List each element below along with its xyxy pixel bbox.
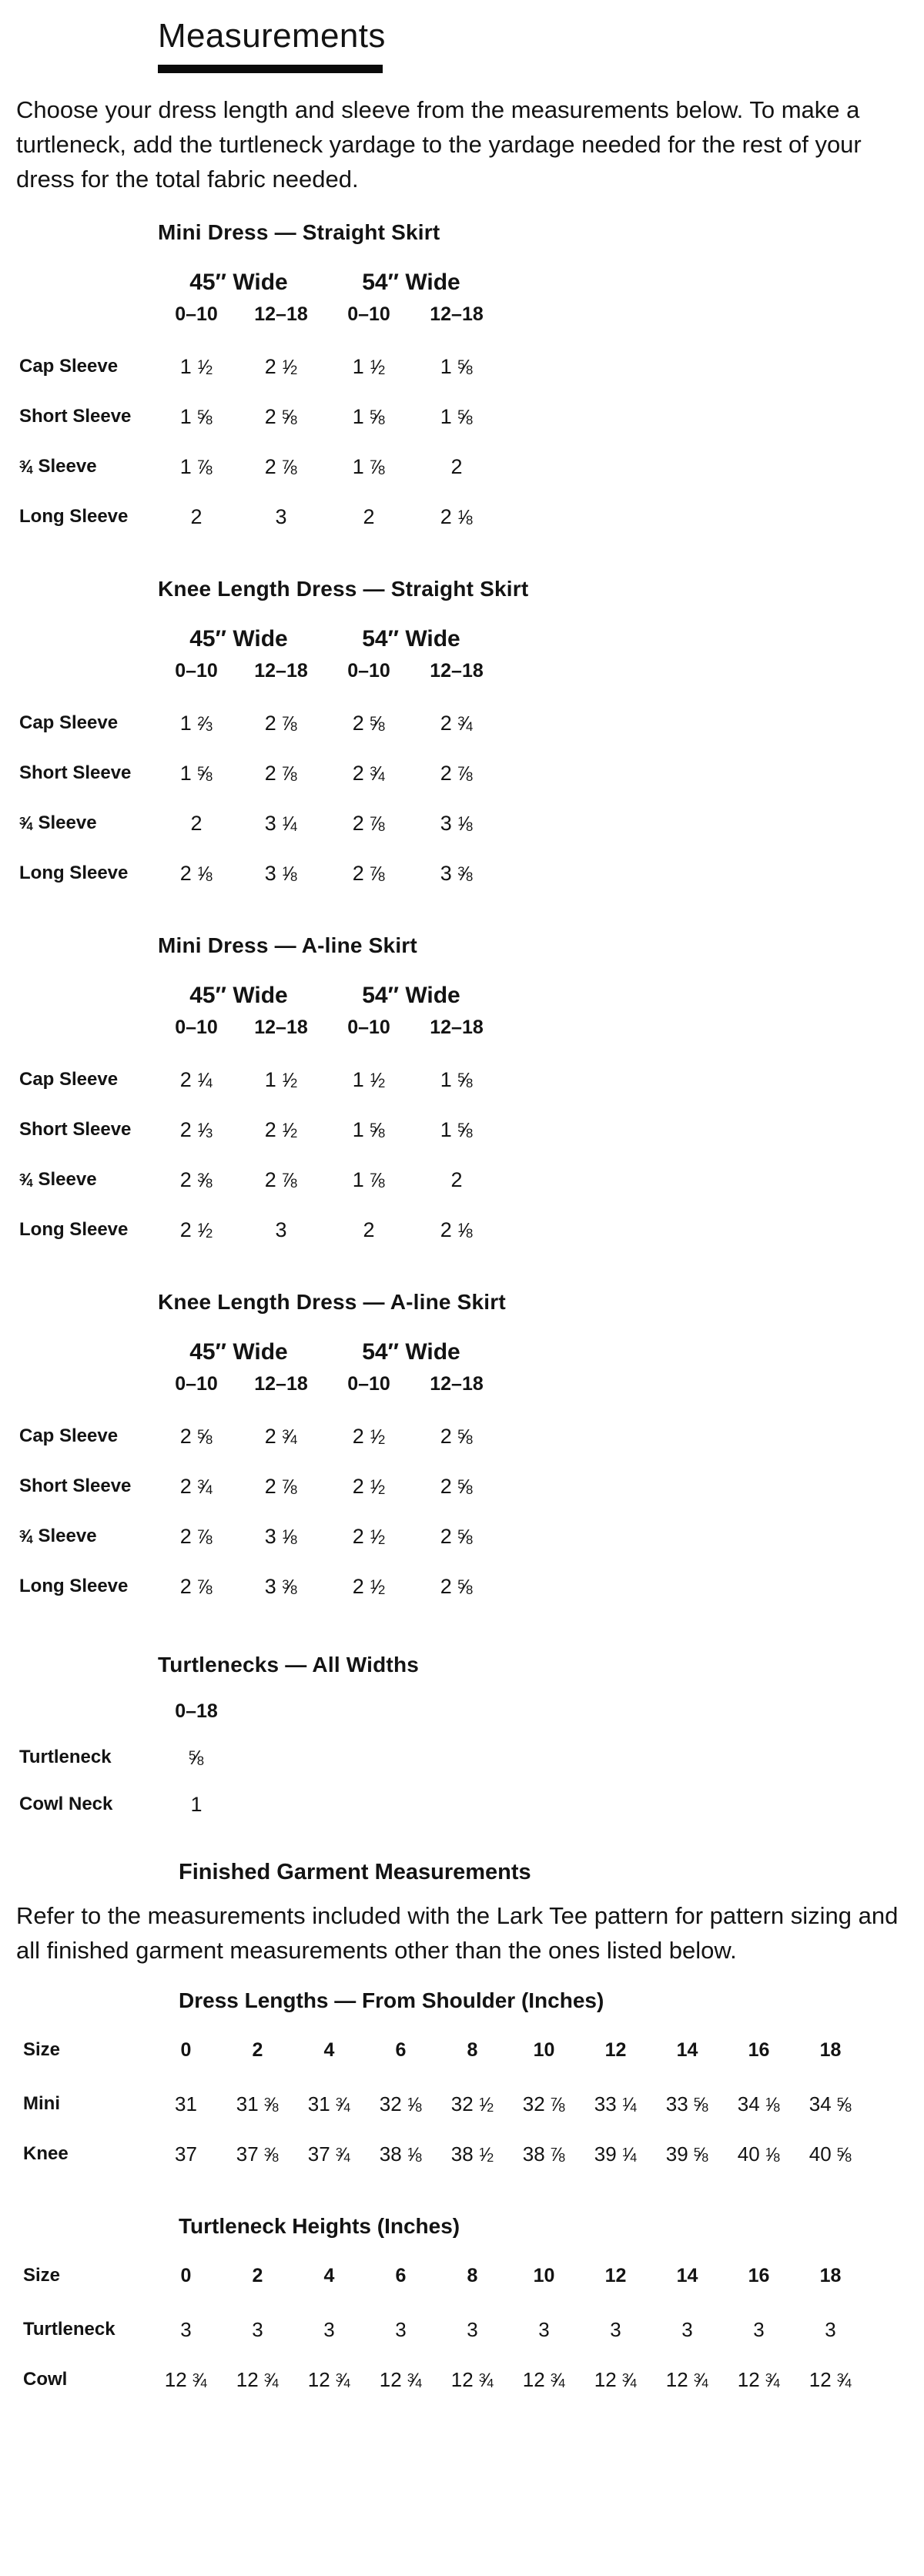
size-header: 0 <box>180 2264 192 2286</box>
yardage-table-knee-aline <box>0 1290 924 1599</box>
yardage-value: 2 $^5⁄_8$ <box>440 1574 474 1598</box>
yardage-value: 2 <box>450 1167 463 1191</box>
yardage-value: 1 $^1⁄_2$ <box>264 1067 298 1091</box>
length-value: 37 $^3⁄_8$ <box>236 2142 280 2166</box>
size-header-row <box>23 2265 924 2287</box>
size-header: 12 <box>604 2038 627 2061</box>
table-caption: Mini Dress — A-line Skirt <box>158 933 417 957</box>
size-header: 4 <box>323 2264 335 2286</box>
row-label: Size <box>23 2039 61 2061</box>
yardage-value: 2 $^1⁄_8$ <box>440 504 474 528</box>
length-value: 31 $^3⁄_8$ <box>236 2092 280 2115</box>
yardage-value: 1 $^1⁄_2$ <box>179 354 213 378</box>
yardage-value: 2 $^7⁄_8$ <box>264 1474 298 1498</box>
yardage-value: 2 $^1⁄_2$ <box>264 354 298 378</box>
row-label: Knee <box>23 2143 69 2165</box>
row-label: $^3⁄_4$ Sleeve <box>19 812 97 834</box>
yardage-value: 1 $^5⁄_8$ <box>440 404 474 428</box>
yardage-value: 3 $^3⁄_8$ <box>264 1574 298 1598</box>
height-value: 3 <box>323 2317 335 2341</box>
size-range-header: 0–10 <box>175 1372 218 1395</box>
row-label: Cap Sleeve <box>19 1425 119 1447</box>
size-range-header-row <box>19 1700 924 1723</box>
width-group-header-row <box>19 270 924 296</box>
row-label: Short Sleeve <box>19 762 132 784</box>
table-row <box>19 762 924 786</box>
yardage-value: 2 <box>363 1218 375 1241</box>
height-value: 12 $^3⁄_4$ <box>522 2367 566 2391</box>
yardage-table-knee-straight <box>0 577 924 886</box>
table-caption: Knee Length Dress — A-line Skirt <box>158 1289 506 1314</box>
yardage-value: $^5⁄_8$ <box>188 1747 205 1769</box>
yardage-value: 3 $^1⁄_8$ <box>264 861 298 885</box>
size-header: 10 <box>533 2038 555 2061</box>
size-range-header-row <box>19 660 924 682</box>
yardage-value: 2 $^1⁄_8$ <box>440 1218 474 1241</box>
length-value: 39 $^1⁄_4$ <box>594 2142 638 2166</box>
size-range-header-row <box>19 1373 924 1395</box>
yardage-value: 2 <box>190 811 203 835</box>
row-label: $^3⁄_4$ Sleeve <box>19 456 97 477</box>
row-label: Short Sleeve <box>19 1119 132 1141</box>
yardage-value: 1 $^7⁄_8$ <box>179 454 213 478</box>
size-range-header: 0–10 <box>347 303 390 325</box>
yardage-value: 2 $^5⁄_8$ <box>264 404 298 428</box>
row-label: Mini <box>23 2093 60 2115</box>
height-value: 3 <box>252 2317 263 2341</box>
size-range-header: 12–18 <box>430 659 484 682</box>
length-value: 38 $^1⁄_8$ <box>379 2142 423 2166</box>
table-row <box>23 2318 924 2342</box>
width-group-header: 45″ Wide <box>189 625 288 652</box>
row-label: Short Sleeve <box>19 1476 132 1497</box>
row-label: Turtleneck <box>23 2319 116 2340</box>
yardage-value: 2 $^3⁄_4$ <box>352 761 386 785</box>
table-row <box>19 1525 924 1549</box>
size-range-header: 0–18 <box>175 1700 218 1722</box>
width-group-header-row <box>19 983 924 1009</box>
size-range-header: 0–10 <box>347 659 390 682</box>
yardage-value: 2 $^3⁄_4$ <box>440 711 474 735</box>
table-row <box>19 1068 924 1092</box>
length-value: 39 $^5⁄_8$ <box>665 2142 709 2166</box>
height-value: 3 <box>538 2317 550 2341</box>
table-row <box>23 2368 924 2392</box>
yardage-value: 2 $^7⁄_8$ <box>264 454 298 478</box>
size-range-header: 0–10 <box>347 1016 390 1038</box>
yardage-value: 2 $^7⁄_8$ <box>352 811 386 835</box>
turtlenecks-table <box>0 1653 924 1817</box>
length-value: 32 $^7⁄_8$ <box>522 2092 566 2115</box>
row-label: $^3⁄_4$ Sleeve <box>19 1169 97 1191</box>
size-header: 8 <box>467 2038 478 2061</box>
size-header: 16 <box>748 2038 770 2061</box>
table-row <box>19 712 924 735</box>
width-group-header: 54″ Wide <box>362 1338 460 1365</box>
width-group-header-row <box>19 1339 924 1365</box>
size-range-header-row <box>19 303 924 326</box>
yardage-table-mini-aline <box>0 933 924 1242</box>
height-value: 3 <box>180 2317 192 2341</box>
length-value: 40 $^5⁄_8$ <box>808 2142 852 2166</box>
length-value: 37 <box>175 2142 197 2166</box>
length-value: 34 $^1⁄_8$ <box>737 2092 781 2115</box>
row-label: Turtleneck <box>19 1747 112 1768</box>
table-row <box>19 1793 924 1817</box>
size-range-header: 0–10 <box>347 1372 390 1395</box>
table-row <box>19 862 924 886</box>
yardage-value: 1 $^5⁄_8$ <box>179 761 213 785</box>
yardage-value: 2 <box>190 504 203 528</box>
yardage-value: 2 $^7⁄_8$ <box>264 1167 298 1191</box>
table-row <box>19 455 924 479</box>
length-value: 33 $^1⁄_4$ <box>594 2092 638 2115</box>
table-row <box>19 1168 924 1192</box>
row-label: Long Sleeve <box>19 1219 129 1241</box>
yardage-value: 2 $^1⁄_2$ <box>352 1424 386 1448</box>
size-header: 8 <box>467 2264 478 2286</box>
yardage-value: 2 $^1⁄_2$ <box>352 1574 386 1598</box>
yardage-value: 2 $^5⁄_8$ <box>352 711 386 735</box>
table-row <box>19 1425 924 1449</box>
height-value: 12 $^3⁄_4$ <box>450 2367 494 2391</box>
row-label: Long Sleeve <box>19 863 129 884</box>
yardage-value: 1 $^7⁄_8$ <box>352 454 386 478</box>
width-group-header: 54″ Wide <box>362 982 460 1008</box>
row-label: $^3⁄_4$ Sleeve <box>19 1526 97 1547</box>
row-label: Cowl Neck <box>19 1794 113 1815</box>
length-value: 32 $^1⁄_8$ <box>379 2092 423 2115</box>
height-value: 3 <box>681 2317 693 2341</box>
yardage-value: 2 $^5⁄_8$ <box>440 1524 474 1548</box>
size-header: 6 <box>395 2038 407 2061</box>
length-value: 31 $^3⁄_4$ <box>307 2092 351 2115</box>
table-row <box>19 355 924 379</box>
table-caption: Turtleneck Heights (Inches) <box>179 2213 460 2238</box>
yardage-value: 2 $^7⁄_8$ <box>352 861 386 885</box>
size-range-header: 12–18 <box>254 1016 308 1038</box>
height-value: 12 $^3⁄_4$ <box>236 2367 280 2391</box>
yardage-value: 1 $^5⁄_8$ <box>440 1117 474 1141</box>
yardage-value: 2 $^1⁄_2$ <box>352 1524 386 1548</box>
yardage-value: 1 $^5⁄_8$ <box>352 1117 386 1141</box>
size-header: 0 <box>180 2038 192 2061</box>
width-group-header: 45″ Wide <box>189 269 288 295</box>
yardage-value: 2 <box>363 504 375 528</box>
length-value: 38 $^1⁄_2$ <box>450 2142 494 2166</box>
length-value: 32 $^1⁄_2$ <box>450 2092 494 2115</box>
yardage-value: 2 $^1⁄_3$ <box>179 1117 213 1141</box>
yardage-value: 2 $^1⁄_4$ <box>179 1067 213 1091</box>
yardage-value: 2 $^7⁄_8$ <box>179 1574 213 1598</box>
height-value: 12 $^3⁄_4$ <box>164 2367 208 2391</box>
length-value: 40 $^1⁄_8$ <box>737 2142 781 2166</box>
yardage-value: 2 $^3⁄_4$ <box>264 1424 298 1448</box>
table-caption: Turtlenecks — All Widths <box>158 1652 420 1677</box>
title-underline <box>158 65 383 73</box>
yardage-value: 1 $^2⁄_3$ <box>179 711 213 735</box>
finished-garment-heading: Finished Garment Measurements <box>179 1859 531 1884</box>
table-row <box>23 2092 924 2116</box>
height-value: 12 $^3⁄_4$ <box>379 2367 423 2391</box>
yardage-value: 2 $^1⁄_2$ <box>352 1474 386 1498</box>
intro-text: Choose your dress length and sleeve from the measurements below. To make a turtleneck, add the turtleneck yardage to the yardage needed for the rest of your dress for the total fabric needed. <box>16 96 862 193</box>
width-group-header-row <box>19 626 924 652</box>
size-header: 14 <box>676 2038 698 2061</box>
table-row <box>19 1746 924 1770</box>
size-range-header: 12–18 <box>254 303 308 325</box>
yardage-value: 1 $^5⁄_8$ <box>179 404 213 428</box>
table-row <box>19 405 924 429</box>
yardage-value: 2 $^7⁄_8$ <box>179 1524 213 1548</box>
table-caption: Dress Lengths — From Shoulder (Inches) <box>179 1988 604 2012</box>
size-range-header: 0–10 <box>175 303 218 325</box>
length-value: 38 $^7⁄_8$ <box>522 2142 566 2166</box>
yardage-value: 1 $^1⁄_2$ <box>352 1067 386 1091</box>
dress-lengths-table <box>0 1988 924 2166</box>
table-row <box>19 1575 924 1599</box>
yardage-value: 2 $^5⁄_8$ <box>440 1424 474 1448</box>
yardage-value: 3 $^1⁄_8$ <box>440 811 474 835</box>
height-value: 3 <box>610 2317 621 2341</box>
width-group-header: 54″ Wide <box>362 625 460 652</box>
height-value: 12 $^3⁄_4$ <box>665 2367 709 2391</box>
yardage-value: 1 $^7⁄_8$ <box>352 1167 386 1191</box>
width-group-header: 54″ Wide <box>362 269 460 295</box>
finished-garment-text: Refer to the measurements included with the Lark Tee pattern for pattern sizing and all finished garment measurements other than the ones listed below. <box>16 1901 899 1964</box>
turtleneck-heights-table <box>0 2214 924 2392</box>
size-header: 12 <box>604 2264 627 2286</box>
size-header: 2 <box>252 2264 263 2286</box>
size-header: 10 <box>533 2264 555 2286</box>
table-row <box>23 2142 924 2166</box>
yardage-value: 2 $^3⁄_8$ <box>179 1167 213 1191</box>
table-row <box>19 505 924 529</box>
row-label: Cap Sleeve <box>19 712 119 734</box>
row-label: Long Sleeve <box>19 1576 129 1597</box>
length-value: 33 $^5⁄_8$ <box>665 2092 709 2115</box>
height-value: 12 $^3⁄_4$ <box>808 2367 852 2391</box>
table-caption: Mini Dress — Straight Skirt <box>158 219 440 244</box>
size-header: 18 <box>819 2264 842 2286</box>
size-range-header: 0–10 <box>175 1016 218 1038</box>
row-label: Cap Sleeve <box>19 356 119 377</box>
yardage-value: 3 <box>275 504 287 528</box>
yardage-value: 2 $^1⁄_2$ <box>179 1218 213 1241</box>
row-label: Cowl <box>23 2369 68 2390</box>
height-value: 3 <box>395 2317 407 2341</box>
height-value: 3 <box>467 2317 478 2341</box>
size-range-header: 12–18 <box>430 1372 484 1395</box>
yardage-value: 2 $^3⁄_4$ <box>179 1474 213 1498</box>
table-row <box>19 812 924 836</box>
yardage-value: 3 $^3⁄_8$ <box>440 861 474 885</box>
yardage-value: 2 $^7⁄_8$ <box>440 761 474 785</box>
size-header: 6 <box>395 2264 407 2286</box>
length-value: 31 <box>175 2092 197 2115</box>
size-range-header: 0–10 <box>175 659 218 682</box>
page-title: Measurements <box>158 17 386 55</box>
table-row <box>19 1475 924 1499</box>
yardage-value: 1 $^5⁄_8$ <box>440 1067 474 1091</box>
width-group-header: 45″ Wide <box>189 1338 288 1365</box>
yardage-value: 1 <box>190 1792 203 1816</box>
yardage-value: 2 $^7⁄_8$ <box>264 761 298 785</box>
yardage-value: 2 $^5⁄_8$ <box>440 1474 474 1498</box>
size-range-header: 12–18 <box>254 659 308 682</box>
size-header: 16 <box>748 2264 770 2286</box>
size-range-header: 12–18 <box>430 303 484 325</box>
size-header: 14 <box>676 2264 698 2286</box>
height-value: 12 $^3⁄_4$ <box>737 2367 781 2391</box>
yardage-value: 2 $^1⁄_2$ <box>264 1117 298 1141</box>
size-header: 4 <box>323 2038 335 2061</box>
yardage-value: 2 $^7⁄_8$ <box>264 711 298 735</box>
row-label: Cap Sleeve <box>19 1069 119 1090</box>
yardage-value: 2 <box>450 454 463 478</box>
yardage-value: 3 <box>275 1218 287 1241</box>
size-range-header-row <box>19 1017 924 1039</box>
yardage-table-mini-straight <box>0 220 924 529</box>
height-value: 3 <box>753 2317 765 2341</box>
length-value: 37 $^3⁄_4$ <box>307 2142 351 2166</box>
table-caption: Knee Length Dress — Straight Skirt <box>158 576 529 601</box>
row-label: Size <box>23 2265 61 2286</box>
size-range-header: 12–18 <box>430 1016 484 1038</box>
size-header-row <box>23 2039 924 2062</box>
yardage-value: 3 $^1⁄_4$ <box>264 811 298 835</box>
row-label: Long Sleeve <box>19 506 129 528</box>
yardage-value: 2 $^1⁄_8$ <box>179 861 213 885</box>
height-value: 3 <box>825 2317 836 2341</box>
yardage-value: 3 $^1⁄_8$ <box>264 1524 298 1548</box>
height-value: 12 $^3⁄_4$ <box>594 2367 638 2391</box>
yardage-value: 1 $^1⁄_2$ <box>352 354 386 378</box>
height-value: 12 $^3⁄_4$ <box>307 2367 351 2391</box>
row-label: Short Sleeve <box>19 406 132 427</box>
yardage-value: 1 $^5⁄_8$ <box>440 354 474 378</box>
size-range-header: 12–18 <box>254 1372 308 1395</box>
width-group-header: 45″ Wide <box>189 982 288 1008</box>
size-header: 2 <box>252 2038 263 2061</box>
size-header: 18 <box>819 2038 842 2061</box>
yardage-value: 1 $^5⁄_8$ <box>352 404 386 428</box>
table-row <box>19 1218 924 1242</box>
length-value: 34 $^5⁄_8$ <box>808 2092 852 2115</box>
yardage-value: 2 $^5⁄_8$ <box>179 1424 213 1448</box>
table-row <box>19 1118 924 1142</box>
